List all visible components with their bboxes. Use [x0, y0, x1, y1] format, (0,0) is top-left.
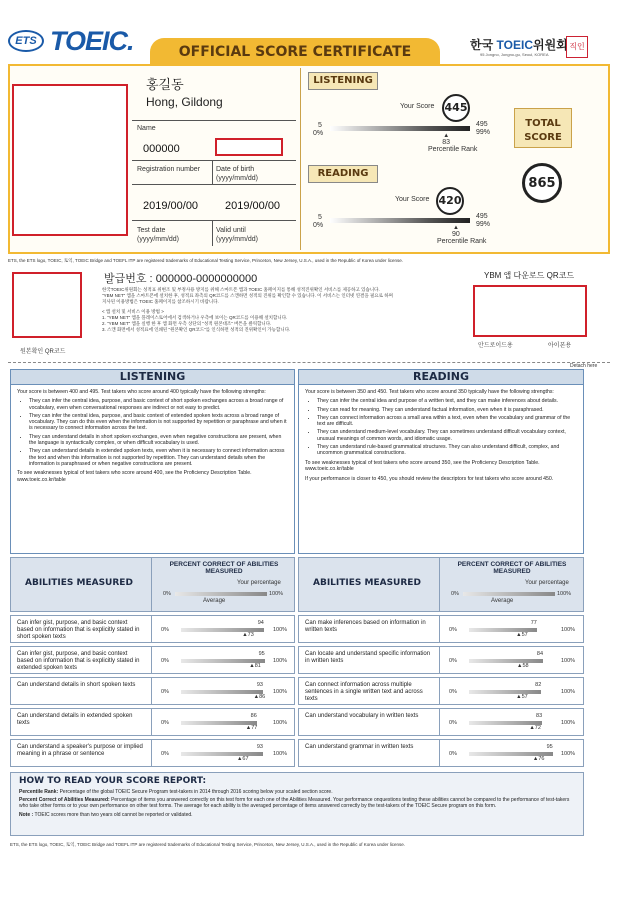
reading-row-hundred: 100%	[561, 720, 576, 726]
reading-row-zero: 0%	[449, 627, 457, 633]
reading-row-zero: 0%	[449, 658, 457, 664]
reading-strength-item: • They can connect information across a small area within a text, even when the vocabulary and grammar of the text are difficult.	[317, 415, 577, 428]
divider	[439, 647, 440, 673]
listening-your-pct-value: 86	[250, 713, 257, 719]
issue-number: 000000-0000000000	[155, 273, 258, 285]
listening-ability-row	[10, 739, 295, 767]
listening-row-zero: 0%	[161, 658, 169, 664]
listening-desc-intro: Your score is between 400 and 495. Test takers who score around 400 typically have the following strengths:	[17, 389, 266, 395]
listening-pmax: 99%	[476, 129, 491, 136]
listening-row-zero: 0%	[161, 627, 169, 633]
total-label-line2: SCORE	[524, 132, 562, 143]
name-korean: 홍길동	[146, 77, 184, 92]
listening-desc-outro: To see weaknesses typical of test takers who score around 400, see the Proficiency Description Table. www.toeic.co.kr/table	[17, 470, 252, 483]
reading-desc-title: READING	[299, 370, 583, 385]
listening-ability-row	[10, 646, 295, 674]
listening-your-pct-value: 94	[257, 620, 264, 626]
reading-percentile-value: 90	[452, 231, 460, 238]
reading-your-pct-bar	[469, 659, 543, 663]
registration-label: Registration number	[137, 166, 201, 173]
valid-until-value: 2019/00/00	[225, 200, 281, 212]
howto-p2: Percentage of items you answered correctly on this test form for each one of the Abilities Measured. Your performance onquestions testing these abilities cannot be compared to the performance of test-takers who take other forms or to your own performance on other test forms. The average for each ability is the averaged percentage of items answered correctly by the test-takers of the TOEIC Secure program on this form.	[19, 797, 570, 810]
reading-score-bar	[330, 218, 470, 223]
reading-abilities-title: ABILITIES MEASURED	[313, 578, 421, 588]
listening-row-zero: 0%	[161, 720, 169, 726]
steps-title: < 앱 설치 및 서비스 이용 방법 >	[102, 309, 164, 314]
listening-abilities-header	[10, 557, 295, 612]
reading-max: 495	[476, 213, 488, 220]
toeic-logo: TOEIC.	[50, 26, 134, 56]
listening-row-hundred: 100%	[273, 689, 288, 695]
reading-ability-text: Can understand grammar in written texts	[305, 744, 414, 750]
listening-row-zero: 0%	[161, 751, 169, 757]
reading-your-pct-value: 77	[530, 620, 537, 626]
divider	[132, 160, 296, 161]
listening-score-bar	[330, 126, 470, 131]
reading-your-pct-label: Your percentage	[525, 580, 569, 586]
detach-line	[8, 362, 610, 363]
howto-title: HOW TO READ YOUR SCORE REPORT:	[19, 776, 207, 786]
divider	[439, 740, 440, 766]
kr-logo-suffix: 위원회	[532, 38, 568, 52]
listening-your-pct-value: 95	[258, 651, 265, 657]
reading-avg-label: Average	[491, 598, 514, 604]
listening-avg-marker: ▲77	[245, 725, 258, 731]
reading-avg-marker: ▲57	[516, 632, 528, 638]
iphone-label: 아이폰용	[548, 343, 572, 349]
divider	[439, 678, 440, 704]
divider	[132, 184, 296, 185]
reading-row-zero: 0%	[449, 751, 457, 757]
listening-your-score-label: Your Score	[400, 103, 435, 110]
reading-strength-item: • They can infer the central idea and purpose of a written text, and they can make inferences about details.	[317, 398, 577, 404]
listening-your-pct-value: 93	[256, 744, 263, 750]
reading-strength-item: • They can understand rule-based grammatical structures. They can also understand difficult, complex, and uncommon grammatical constructions.	[317, 444, 577, 457]
divider	[151, 740, 152, 766]
listening-strength-item: • They can understand details in short spoken exchanges, even when negative constructions are present, when the language is syntactically complex, or when difficult vocabulary is used.	[29, 434, 288, 447]
listening-ability-text: Can infer gist, purpose, and basic context based on information that is explicitly stated in short spoken texts	[17, 620, 140, 640]
divider	[132, 120, 296, 121]
verify-qr-redacted	[12, 272, 82, 338]
reading-min: 5	[318, 214, 322, 221]
listening-strength-item: • They can infer the central idea, purpose, and basic context of extended spoken texts across a broad range of vocabulary. They can do this even when the information is not supported by repetition or paraphrase and when it is necessary to connect information across the text.	[29, 413, 288, 432]
reading-pmax: 99%	[476, 221, 491, 228]
reading-hundred: 100%	[557, 591, 572, 597]
howto-p3: TOEIC scores more than two years old cannot be reported or validated.	[34, 811, 193, 818]
listening-zero: 0%	[163, 591, 171, 597]
kr-logo-prefix: 한국	[470, 38, 494, 52]
reading-ability-text: Can locate and understand specific information in written texts	[305, 651, 431, 664]
reading-ability-row	[298, 646, 584, 674]
reading-row-hundred: 100%	[561, 751, 576, 757]
listening-ability-text: Can understand details in extended spoken texts	[17, 713, 133, 726]
reading-ability-row	[298, 708, 584, 736]
divider	[212, 220, 213, 246]
dob-redacted	[215, 138, 283, 156]
reading-pc-title: PERCENT CORRECT OF ABILITIES MEASURED	[457, 561, 567, 575]
reading-row-zero: 0%	[449, 720, 457, 726]
divider	[439, 616, 440, 642]
listening-hundred: 100%	[269, 591, 284, 597]
reading-ability-text: Can connect information across multiple sentences in a single written text and across texts	[305, 682, 423, 702]
divider	[300, 68, 301, 250]
listening-description-panel	[10, 369, 295, 554]
step-2: 2. "YBM NET" 앱을 실행 한 후 앱 화면 우측 상단의 "성적 원본대조" 버튼을 클릭합니다.	[102, 321, 272, 326]
howto-p3-label: Note :	[19, 811, 34, 818]
divider	[212, 160, 213, 184]
listening-max: 495	[476, 121, 488, 128]
howto-p2-label: Percent Correct of Abilities Measured:	[19, 797, 110, 804]
test-date-value: 2019/00/00	[143, 200, 199, 212]
name-english: Hong, Gildong	[146, 95, 223, 109]
reading-avg-marker: ▲57	[516, 694, 528, 700]
divider	[151, 616, 152, 642]
reading-legend-bar	[463, 592, 555, 596]
detach-label: Detach here	[570, 363, 598, 369]
listening-ability-text: Can infer gist, purpose, and basic context based on information that is explicitly stated in extended spoken texts	[17, 651, 140, 671]
listening-ability-row	[10, 615, 295, 643]
divider	[439, 709, 440, 735]
listening-avg-marker: ▲81	[249, 663, 261, 669]
listening-strength-item: • They can understand details in extended spoken texts, even when it is necessary to connect information across the text and when this information is not supported by repetition. They can understand details when the information is paraphrased or when negative constructions are present.	[29, 448, 288, 467]
reading-row-zero: 0%	[449, 689, 457, 695]
reading-your-pct-value: 84	[536, 651, 544, 657]
reading-avg-marker: ▲76	[532, 756, 545, 762]
listening-avg-marker: ▲86	[253, 694, 266, 700]
listening-percentile-marker: ▲	[443, 133, 450, 139]
listening-your-pct-bar	[181, 690, 263, 694]
listening-ability-text: Can understand a speaker's purpose or implied meaning in a phrase or sentence	[17, 744, 143, 757]
listening-row-hundred: 100%	[273, 627, 288, 633]
howto-percent-correct	[19, 797, 575, 809]
listening-your-pct-label: Your percentage	[237, 580, 281, 586]
valid-until-label: Valid until (yyyy/mm/dd)	[216, 227, 258, 243]
reading-ability-row	[298, 677, 584, 705]
issue-number-row	[104, 270, 257, 286]
reading-row-hundred: 100%	[561, 658, 576, 664]
reading-ability-row	[298, 739, 584, 767]
listening-your-pct-bar	[181, 752, 263, 756]
listening-avg-marker: ▲73	[242, 632, 254, 638]
android-label: 안드로이드용	[478, 343, 513, 349]
howto-percentile	[19, 789, 575, 795]
listening-legend-bar	[175, 592, 267, 596]
reading-desc-outro: To see weaknesses typical of test takers who score around 350, see the Proficiency Description Table. www.toeic.co.kr/table	[305, 459, 540, 472]
reading-your-score-label: Your Score	[395, 196, 430, 203]
bottom-trademark-note: ETS, the ETS logo, TOEIC, 토익, TOEIC Bridge and TOEFL ITP are registered trademarks of Educational Testing Service, Princeton, New Jersey, U.S.A., used in the Republic of Korea under license.	[10, 842, 406, 847]
notice-line-1: 한국TOEIC위원회는 성적표 위변조 및 부정사용 방지를 위해 스마트폰 앱과 TOEIC 홈페이지를 통해 성적진위확인 서비스를 제공하고 있습니다.	[102, 287, 380, 292]
photo-redacted	[12, 84, 128, 236]
listening-percentile-value: 83	[442, 139, 450, 146]
step-3: 3. 스캔 화면에서 성적표에 인쇄된 "원본확인 QR코드"를 인식하면 성적의 진위확인이 가능합니다.	[102, 327, 291, 332]
listening-avg-label: Average	[203, 598, 226, 604]
official-stamp: 직인	[566, 36, 588, 58]
listening-your-pct-value: 93	[256, 682, 263, 688]
listening-pc-title: PERCENT CORRECT OF ABILITIES MEASURED	[169, 561, 279, 575]
reading-description-panel	[298, 369, 584, 554]
registration-number: 000000	[143, 143, 180, 155]
reading-desc-outro2: If your performance is closer to 450, you should review the descriptors for test takers who score around 450.	[305, 476, 554, 483]
total-label-line1: TOTAL	[525, 118, 561, 129]
listening-ability-row	[10, 708, 295, 736]
total-score-label	[514, 108, 572, 148]
how-to-read-panel	[10, 772, 584, 836]
howto-p1: Percentage of the global TOEIC Secure Program test-takers in 2014 through 2016 scoring below your scaled section score.	[59, 789, 333, 795]
verify-qr-label: 원본확인 QR코드	[20, 349, 66, 355]
divider	[132, 220, 296, 221]
trademark-note: ETS, the ETS logo, TOEIC, 토익, TOEIC Bridge and TOEFL ITP are registered trademarks of Educational Testing Service, Princeton, New Jersey, U.S.A., used in the Republic of Korea under license.	[8, 258, 404, 263]
reading-zero: 0%	[451, 591, 459, 597]
divider	[151, 678, 152, 704]
dob-label: Date of birth (yyyy/mm/dd)	[216, 166, 258, 182]
ybm-qr-label: YBM 앱 다운로드 QR코드	[484, 271, 575, 280]
reading-percentile-marker: ▲	[453, 225, 459, 231]
divider	[151, 558, 152, 611]
reading-your-pct-value: 95	[546, 744, 553, 750]
divider	[439, 558, 440, 611]
listening-pmin: 0%	[313, 130, 324, 137]
listening-ability-row	[10, 677, 295, 705]
listening-row-hundred: 100%	[273, 720, 288, 726]
banner-title: OFFICIAL SCORE CERTIFICATE	[178, 44, 412, 60]
reading-ability-row	[298, 615, 584, 643]
qr-notice	[102, 287, 462, 333]
reading-strength-item: • They can understand medium-level vocabulary. They can sometimes understand difficult vocabulary context, unusual meanings of common words, and idiomatic usage.	[317, 429, 577, 442]
listening-ability-text: Can understand details in short spoken texts	[17, 682, 136, 688]
listening-row-zero: 0%	[161, 689, 169, 695]
reading-abilities-header	[298, 557, 584, 612]
reading-row-hundred: 100%	[561, 689, 576, 695]
reading-strength-item: • They can read for meaning. They can understand factual information, even when it is paraphrased.	[317, 407, 577, 413]
listening-row-hundred: 100%	[273, 751, 288, 757]
reading-your-pct-bar	[469, 690, 541, 694]
test-date-label: Test date (yyyy/mm/dd)	[137, 227, 179, 243]
notice-line-3: 지사된 이용방법은 TOEIC 홈페이지를 참조하시기 바랍니다.	[102, 299, 219, 304]
reading-score-circle: 420	[436, 187, 464, 215]
divider	[151, 647, 152, 673]
ets-logo: ETS	[8, 30, 44, 52]
reading-percentile-label: Percentile Rank	[437, 238, 487, 245]
step-1: 1. "YBM NET" 앱을 플레이스토어에서 검색하거나 우측에 보이는 QR코드를 이용해 설치합니다.	[102, 315, 288, 320]
listening-row-hundred: 100%	[273, 658, 288, 664]
total-score-circle: 865	[522, 163, 562, 203]
reading-avg-marker: ▲72	[529, 725, 541, 731]
listening-min: 5	[318, 122, 322, 129]
reading-score-title: READING	[308, 165, 378, 183]
certificate-banner	[150, 38, 440, 66]
reading-ability-text: Can understand vocabulary in written texts	[305, 713, 419, 719]
issue-number-label: 발급번호 :	[104, 273, 153, 285]
reading-avg-marker: ▲58	[517, 663, 529, 669]
notice-line-2: "YBM NET" 앱을 스마트폰에 설치한 후, 성적표 좌측의 QR코드를 스캔하면 성적의 진위를 확인할 수 있습니다. 이 서비스는 인터넷 연결을 필요로 하며	[102, 293, 393, 298]
reading-your-pct-value: 82	[535, 682, 542, 688]
kr-toeic-logo	[470, 36, 568, 53]
listening-avg-marker: ▲67	[236, 756, 249, 762]
listening-percentile-label: Percentile Rank	[428, 146, 478, 153]
name-label: Name	[137, 125, 156, 132]
reading-your-pct-value: 83	[536, 713, 543, 719]
howto-p1-label: Percentile Rank:	[19, 789, 59, 795]
listening-score-title: LISTENING	[308, 72, 378, 90]
divider	[151, 709, 152, 735]
reading-ability-text: Can make inferences based on information in written texts	[305, 620, 426, 633]
reading-pmin: 0%	[313, 222, 324, 229]
howto-note	[19, 812, 575, 818]
ybm-qr-redacted	[473, 285, 587, 337]
reading-row-hundred: 100%	[561, 627, 576, 633]
reading-desc-intro: Your score is between 350 and 450. Test takers who score around 350 typically have the following strengths:	[305, 389, 554, 395]
listening-desc-title: LISTENING	[11, 370, 294, 385]
listening-score-circle: 445	[442, 94, 470, 122]
listening-strength-item: • They can infer the central idea, purpose, and basic context of short spoken exchanges across a broad range of vocabulary, even when conversational responses are indirect or not easy to predict.	[29, 398, 288, 411]
kr-logo-brand: TOEIC	[496, 38, 533, 52]
listening-abilities-title: ABILITIES MEASURED	[25, 578, 133, 588]
kr-address: 95 Jongno, Jongno-gu, Seoul, KOREA	[480, 52, 549, 57]
